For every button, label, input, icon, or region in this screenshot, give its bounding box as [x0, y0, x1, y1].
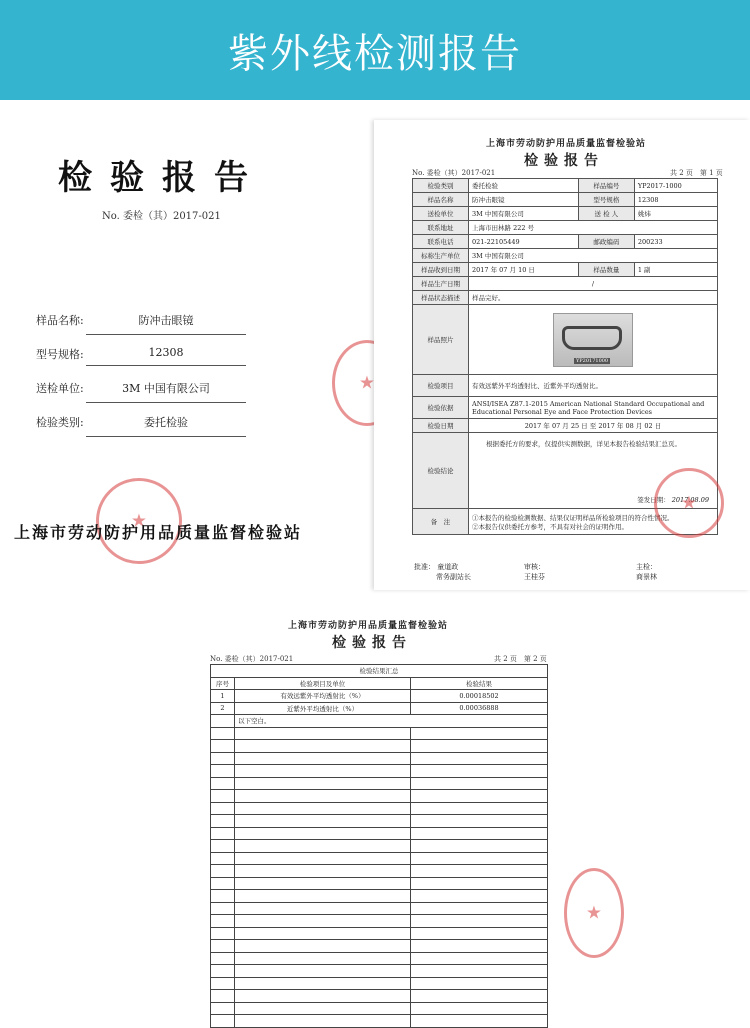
- row-result: 0.00018502: [411, 690, 548, 703]
- page2-title: 检验报告: [332, 635, 412, 651]
- blank-table-row: [211, 977, 548, 990]
- cell-value: 3M 中国有限公司: [469, 207, 579, 221]
- cell-label: 备 注: [413, 509, 469, 535]
- empty-cell: [411, 777, 548, 790]
- empty-cell: [235, 1015, 411, 1028]
- cell-value: 有效远紫外平均透射比、近紫外平均透射比。: [469, 375, 718, 397]
- empty-cell: [211, 727, 235, 740]
- cell-value: 200233: [634, 235, 717, 249]
- conclusion-text: 根据委托方的要求，仅提供实测数据，详见本报告检验结果汇总页。: [486, 440, 681, 448]
- cell-value: 样品完好。: [469, 291, 718, 305]
- review-name: 王桂芬: [524, 573, 545, 581]
- empty-cell: [235, 877, 411, 890]
- empty-cell: [235, 840, 411, 853]
- empty-cell: [411, 790, 548, 803]
- empty-cell: [211, 777, 235, 790]
- cover-issuing-organization: 上海市劳动防护用品质量监督检验站: [14, 523, 303, 542]
- empty-cell: [211, 815, 235, 828]
- empty-cell: [235, 777, 411, 790]
- cell-value: 12308: [634, 193, 717, 207]
- cell-value: 委托检验: [469, 179, 579, 193]
- empty-cell: [211, 765, 235, 778]
- blank-table-row: [211, 965, 548, 978]
- empty-cell: [235, 765, 411, 778]
- safety-glasses-image: [562, 326, 622, 350]
- page1-title: 检验报告: [524, 153, 604, 169]
- empty-cell: [235, 852, 411, 865]
- blank-table-row: [211, 765, 548, 778]
- empty-cell: [235, 977, 411, 990]
- empty-cell: [411, 815, 548, 828]
- cell-label: 标称生产单位: [413, 249, 469, 263]
- cell-value: 2017 年 07 月 10 日: [469, 263, 579, 277]
- reviewer-signature: [524, 562, 545, 582]
- cell-value: ANSI/ISEA Z87.1-2015 American National Standard Occupational and Educational Personal Eye and Face Protection Devices: [469, 397, 718, 419]
- cell-label: 型号规格: [578, 193, 634, 207]
- table-row: [211, 715, 548, 728]
- empty-cell: [211, 877, 235, 890]
- empty-cell: [411, 915, 548, 928]
- empty-cell: [411, 977, 548, 990]
- field-value: 12308: [86, 346, 246, 366]
- cover-field-sample-name: [36, 308, 246, 328]
- empty-cell: [211, 802, 235, 815]
- blank-table-row: [211, 902, 548, 915]
- field-value: 防冲击眼镜: [86, 312, 246, 335]
- empty-cell: [235, 815, 411, 828]
- cell-label: 样品编号: [578, 179, 634, 193]
- cell-label: 检验日期: [413, 419, 469, 433]
- blank-table-row: [211, 990, 548, 1003]
- empty-cell: [211, 927, 235, 940]
- cover-field-category: [36, 410, 246, 430]
- field-label: 型号规格:: [36, 348, 84, 361]
- blank-table-row: [211, 890, 548, 903]
- cell-label: 邮政编码: [578, 235, 634, 249]
- empty-cell: [211, 965, 235, 978]
- table-row: [211, 702, 548, 715]
- cell-label: 样品名称: [413, 193, 469, 207]
- row-result: 0.00036888: [411, 702, 548, 715]
- empty-cell: [235, 990, 411, 1003]
- issue-date-value: 2017.08.09: [671, 496, 709, 504]
- sample-photo-cell: [469, 305, 718, 375]
- cover-report-number: No. 委检（其）2017-021: [102, 211, 221, 222]
- cell-label: 检验类别: [413, 179, 469, 193]
- approve-role: 常务副站长: [436, 573, 471, 581]
- cell-label: 联系地址: [413, 221, 469, 235]
- header-cell: 检验项目及单位: [235, 677, 411, 690]
- blank-table-row: [211, 865, 548, 878]
- field-label: 样品名称:: [36, 314, 84, 327]
- empty-cell: [211, 902, 235, 915]
- blank-table-row: [211, 1002, 548, 1015]
- cell-value: 3M 中国有限公司: [469, 249, 718, 263]
- cover-field-unit: [36, 376, 246, 396]
- cell-label: 送 检 人: [578, 207, 634, 221]
- blank-table-row: [211, 802, 548, 815]
- issue-date-label: 签发日期：: [637, 496, 670, 504]
- cover-title: 检验报告: [58, 158, 266, 198]
- empty-cell: [235, 1002, 411, 1015]
- red-seal-stamp: [564, 868, 624, 958]
- approve-name: 童道政: [437, 563, 459, 571]
- empty-cell: [235, 827, 411, 840]
- blank-table-row: [211, 952, 548, 965]
- empty-cell: [235, 902, 411, 915]
- empty-cell: [411, 940, 548, 953]
- empty-cell: [211, 827, 235, 840]
- blank-table-row: [211, 927, 548, 940]
- cell-value: /: [469, 277, 718, 291]
- empty-cell: [411, 765, 548, 778]
- empty-cell: [211, 865, 235, 878]
- red-seal-stamp: [654, 468, 724, 538]
- field-value: 委托检验: [86, 414, 246, 437]
- empty-cell: [235, 927, 411, 940]
- empty-cell: [411, 727, 548, 740]
- report-page-1: [374, 120, 750, 590]
- lead-inspector-signature: [636, 562, 657, 582]
- cell-label: 样品数量: [578, 263, 634, 277]
- empty-cell: [411, 1002, 548, 1015]
- empty-cell: [411, 865, 548, 878]
- page1-report-number: No. 委检（其）2017-021: [412, 169, 496, 177]
- empty-cell: [411, 927, 548, 940]
- blank-table-row: [211, 727, 548, 740]
- empty-cell: [235, 740, 411, 753]
- empty-cell: [235, 952, 411, 965]
- empty-cell: [411, 877, 548, 890]
- empty-cell: [235, 865, 411, 878]
- empty-cell: [411, 902, 548, 915]
- cell-label: 样品生产日期: [413, 277, 469, 291]
- blank-table-row: [211, 827, 548, 840]
- empty-cell: [211, 740, 235, 753]
- empty-cell: [235, 790, 411, 803]
- empty-cell: [411, 1015, 548, 1028]
- cell-value: 1 副: [634, 263, 717, 277]
- empty-cell: [411, 965, 548, 978]
- review-label: 审核：: [524, 563, 545, 571]
- remark-line: ②本报告仅供委托方参考，不具有对社会的证明作用。: [472, 522, 628, 531]
- empty-cell: [211, 890, 235, 903]
- empty-cell: [235, 890, 411, 903]
- cell-label: 送检单位: [413, 207, 469, 221]
- row-number: 2: [211, 702, 235, 715]
- empty-cell: [235, 727, 411, 740]
- blank-table-row: [211, 940, 548, 953]
- blank-table-row: [211, 852, 548, 865]
- header-cell: 序号: [211, 677, 235, 690]
- field-label: 送检单位:: [36, 382, 84, 395]
- cell-label: 联系电话: [413, 235, 469, 249]
- cell-value: 上海市田林路 222 号: [469, 221, 718, 235]
- cell-value: 防冲击眼镜: [469, 193, 579, 207]
- banner-title: 紫外线检测报告: [228, 30, 522, 77]
- results-summary-table: [210, 664, 548, 1028]
- empty-cell: [211, 1002, 235, 1015]
- header-banner: [0, 0, 750, 100]
- page2-page-info: 共 2 页 第 2 页: [494, 655, 547, 663]
- cell-label: 样品状态描述: [413, 291, 469, 305]
- empty-cell: [411, 890, 548, 903]
- page1-page-info: 共 2 页 第 1 页: [670, 169, 723, 177]
- blank-table-row: [211, 877, 548, 890]
- empty-cell: [411, 740, 548, 753]
- empty-cell: [411, 827, 548, 840]
- empty-cell: [235, 802, 411, 815]
- empty-cell: [235, 965, 411, 978]
- report-cover-page: [0, 110, 400, 590]
- sample-photo: [553, 313, 633, 367]
- empty-cell: [235, 940, 411, 953]
- page2-organization: 上海市劳动防护用品质量监督检验站: [288, 621, 449, 631]
- blank-table-row: [211, 740, 548, 753]
- cell-value: 姚炜: [634, 207, 717, 221]
- empty-cell: [411, 852, 548, 865]
- empty-cell: [211, 752, 235, 765]
- approve-label: 批准：: [414, 563, 435, 571]
- blank-table-row: [211, 815, 548, 828]
- blank-table-row: [211, 777, 548, 790]
- empty-cell: [211, 852, 235, 865]
- cell-label: 检验项目: [413, 375, 469, 397]
- cell-value: 2017 年 07 月 25 日 至 2017 年 08 月 02 日: [469, 419, 718, 433]
- cell-label: 样品照片: [413, 305, 469, 375]
- header-cell: 检验结果: [411, 677, 548, 690]
- row-item: 近紫外平均透射比（%）: [235, 702, 411, 715]
- blank-table-row: [211, 790, 548, 803]
- empty-cell: [411, 802, 548, 815]
- empty-cell: [211, 840, 235, 853]
- blank-table-row: [211, 752, 548, 765]
- row-item: 有效远紫外平均透射比（%）: [235, 690, 411, 703]
- blank-table-row: [211, 915, 548, 928]
- blank-table-row: [211, 840, 548, 853]
- empty-cell: [235, 915, 411, 928]
- lead-label: 主检：: [636, 563, 657, 571]
- table-row: [211, 690, 548, 703]
- blank-table-row: [211, 1015, 548, 1028]
- empty-cell: [211, 952, 235, 965]
- report-page-2: [168, 608, 583, 1000]
- empty-cell: [211, 977, 235, 990]
- cell-label: 样品收到日期: [413, 263, 469, 277]
- cover-field-model: [36, 342, 246, 362]
- empty-cell: [235, 752, 411, 765]
- empty-cell: [211, 940, 235, 953]
- cell-label: 检验结论: [413, 433, 469, 509]
- cell-label: 检验依据: [413, 397, 469, 419]
- end-note: 以下空白。: [235, 715, 548, 728]
- field-label: 检验类别:: [36, 416, 84, 429]
- remark-line: ①本报告的检验检测数据、结果仅证明样品所检验项目的符合性情况。: [472, 513, 674, 522]
- empty-cell: [211, 915, 235, 928]
- empty-cell: [411, 752, 548, 765]
- field-value: 3M 中国有限公司: [86, 380, 246, 403]
- empty-cell: [211, 715, 235, 728]
- photo-caption: YP20171000: [576, 357, 609, 364]
- empty-cell: [211, 990, 235, 1003]
- empty-cell: [411, 952, 548, 965]
- cell-value: 021-22105449: [469, 235, 579, 249]
- row-number: 1: [211, 690, 235, 703]
- approver-signature: [414, 562, 471, 582]
- cell-value: YP2017-1000: [634, 179, 717, 193]
- lead-name: 商景林: [636, 573, 657, 581]
- empty-cell: [411, 990, 548, 1003]
- table-title: 检验结果汇总: [211, 665, 548, 678]
- empty-cell: [211, 1015, 235, 1028]
- empty-cell: [411, 840, 548, 853]
- page2-report-number: No. 委检（其）2017-021: [210, 655, 294, 663]
- page1-organization: 上海市劳动防护用品质量监督检验站: [486, 139, 647, 149]
- empty-cell: [211, 790, 235, 803]
